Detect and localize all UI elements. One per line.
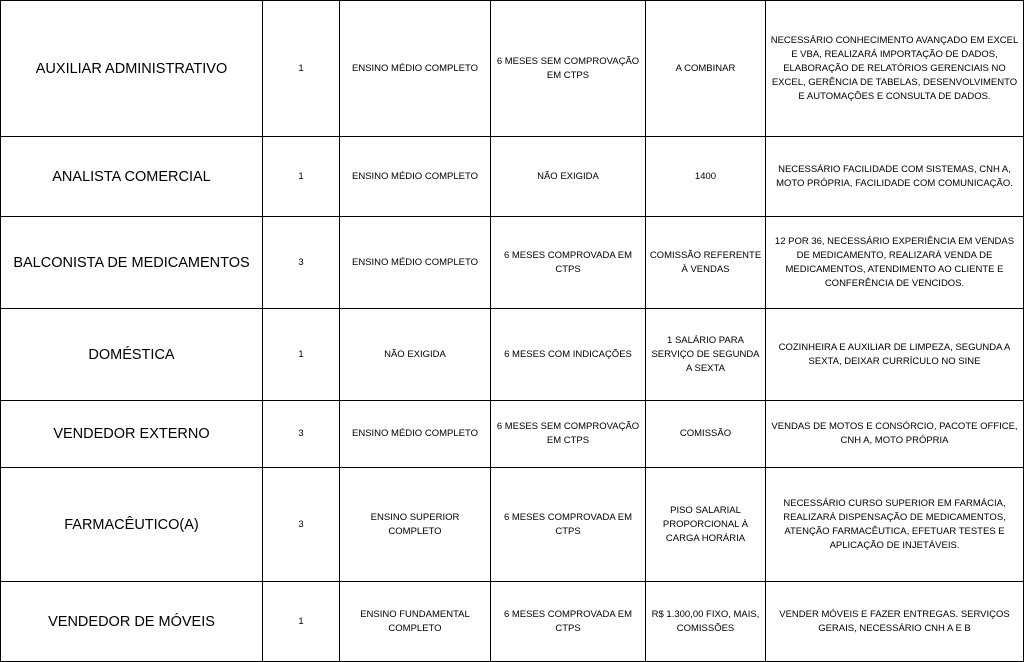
salary: COMISSÃO REFERENTE À VENDAS <box>646 217 766 309</box>
job-title: VENDEDOR EXTERNO <box>1 401 263 468</box>
job-title: ANALISTA COMERCIAL <box>1 137 263 217</box>
salary: R$ 1.300,00 FIXO, MAIS, COMISSÕES <box>646 582 766 662</box>
job-notes: NECESSÁRIO CURSO SUPERIOR EM FARMÁCIA, REALIZARÁ DISPENSAÇÃO DE MEDICAMENTOS, ATENÇÃO FARMACÊUTICA, EFETUAR TESTES E APLICAÇÃO DE INJETÁVEIS. <box>766 468 1024 582</box>
job-title: FARMACÊUTICO(A) <box>1 468 263 582</box>
education-requirement: ENSINO MÉDIO COMPLETO <box>340 137 491 217</box>
education-requirement: ENSINO FUNDAMENTAL COMPLETO <box>340 582 491 662</box>
table-row <box>1 582 1024 662</box>
vacancies-count: 1 <box>263 1 340 137</box>
job-notes: NECESSÁRIO FACILIDADE COM SISTEMAS, CNH A, MOTO PRÓPRIA, FACILIDADE COM COMUNICAÇÃO. <box>766 137 1024 217</box>
table-row <box>1 309 1024 401</box>
salary: A COMBINAR <box>646 1 766 137</box>
job-notes: COZINHEIRA E AUXILIAR DE LIMPEZA, SEGUNDA A SEXTA, DEIXAR CURRÍCULO NO SINE <box>766 309 1024 401</box>
experience-requirement: 6 MESES COMPROVADA EM CTPS <box>491 468 646 582</box>
table-row <box>1 1 1024 137</box>
vacancies-count: 3 <box>263 401 340 468</box>
vacancies-count: 1 <box>263 137 340 217</box>
education-requirement: ENSINO MÉDIO COMPLETO <box>340 1 491 137</box>
job-notes: NECESSÁRIO CONHECIMENTO AVANÇADO EM EXCEL E VBA, REALIZARÁ IMPORTAÇÃO DE DADOS, ELABORAÇÃO DE RELATÓRIOS GERENCIAIS NO EXCEL, GERÊNCIA DE TABELAS, DESENVOLVIMENTO E AUTOMAÇÕES E CONSULTA DE DADOS. <box>766 1 1024 137</box>
job-title: AUXILIAR ADMINISTRATIVO <box>1 1 263 137</box>
experience-requirement: 6 MESES COM INDICAÇÕES <box>491 309 646 401</box>
vacancies-count: 1 <box>263 582 340 662</box>
job-notes: VENDAS DE MOTOS E CONSÓRCIO, PACOTE OFFICE, CNH A, MOTO PRÓPRIA <box>766 401 1024 468</box>
salary: PISO SALARIAL PROPORCIONAL À CARGA HORÁRIA <box>646 468 766 582</box>
experience-requirement: NÃO EXIGIDA <box>491 137 646 217</box>
table-row <box>1 217 1024 309</box>
job-title: DOMÉSTICA <box>1 309 263 401</box>
table-row <box>1 468 1024 582</box>
salary: 1 SALÁRIO PARA SERVIÇO DE SEGUNDA A SEXTA <box>646 309 766 401</box>
salary: COMISSÃO <box>646 401 766 468</box>
job-title: BALCONISTA DE MEDICAMENTOS <box>1 217 263 309</box>
education-requirement: ENSINO MÉDIO COMPLETO <box>340 401 491 468</box>
experience-requirement: 6 MESES COMPROVADA EM CTPS <box>491 582 646 662</box>
table-row <box>1 401 1024 468</box>
education-requirement: ENSINO SUPERIOR COMPLETO <box>340 468 491 582</box>
salary: 1400 <box>646 137 766 217</box>
education-requirement: ENSINO MÉDIO COMPLETO <box>340 217 491 309</box>
experience-requirement: 6 MESES SEM COMPROVAÇÃO EM CTPS <box>491 1 646 137</box>
vacancies-count: 1 <box>263 309 340 401</box>
job-notes: 12 POR 36, NECESSÁRIO EXPERIÊNCIA EM VENDAS DE MEDICAMENTO, REALIZARÁ VENDA DE MEDICAMENTOS, ATENDIMENTO AO CLIENTE E CONFERÊNCIA DE VENCIDOS. <box>766 217 1024 309</box>
education-requirement: NÃO EXIGIDA <box>340 309 491 401</box>
job-notes: VENDER MÓVEIS E FAZER ENTREGAS. SERVIÇOS GERAIS, NECESSÁRIO CNH A E B <box>766 582 1024 662</box>
table-row <box>1 137 1024 217</box>
experience-requirement: 6 MESES COMPROVADA EM CTPS <box>491 217 646 309</box>
job-title: VENDEDOR DE MÓVEIS <box>1 582 263 662</box>
experience-requirement: 6 MESES SEM COMPROVAÇÃO EM CTPS <box>491 401 646 468</box>
vacancies-count: 3 <box>263 468 340 582</box>
vacancies-count: 3 <box>263 217 340 309</box>
